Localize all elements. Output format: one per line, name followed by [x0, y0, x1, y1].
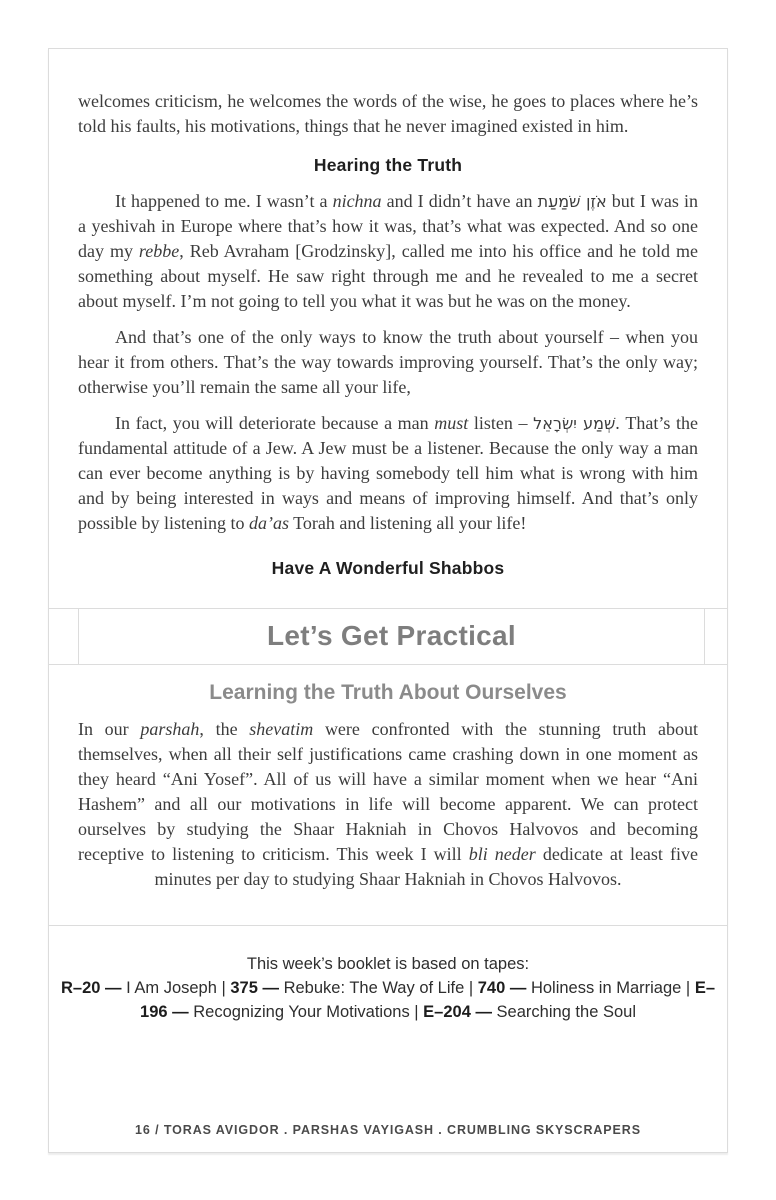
tape-code: E–204 —: [423, 1003, 492, 1021]
tape-title: Rebuke: The Way of Life: [279, 979, 465, 997]
text-run: and I didn’t have an: [381, 191, 538, 211]
text-run: welcomes criticism, he welcomes the words of the wise, he goes to places where he’s told his faults, his motivations, things that he never imagined existed in him.: [78, 91, 698, 136]
band-left-rule: [49, 609, 79, 664]
practical-paragraph: [78, 717, 698, 892]
paragraph-in-fact: [78, 411, 698, 536]
paragraph-continuation: [78, 89, 698, 139]
text-run: Torah and listening all your life!: [289, 513, 527, 533]
hebrew-phrase: שְׁמַע יִשְׂרָאֵל: [533, 414, 616, 433]
tape-title: Searching the Soul: [491, 1003, 636, 1021]
italic-term: bli neder: [468, 844, 536, 864]
tapes-list: R–20 — I Am Joseph | 375 — Rebuke: The Way of Life | 740 — Holiness in Marriage | E–196 — Recognizing Your Motivations | E–204 — Searching the Soul: [60, 979, 715, 1021]
text-run: , Reb Avraham [Grodzinsky], called me into his office and he told me something about myself. He saw right through me and he revealed to me a secret about myself. I’m not going to tell you what it was but he was on the money.: [78, 241, 698, 311]
italic-term: parshah: [140, 719, 200, 739]
text-run: dedicate at least five minutes per day to studying Shaar Hakniah in Chovos Halvovos.: [154, 844, 698, 889]
italic-term: shevatim: [249, 719, 314, 739]
footer-text: 16 / TORAS AVIGDOR . PARSHAS VAYIGASH . CRUMBLING SKYSCRAPERS: [135, 1123, 641, 1137]
tapes-section: [49, 926, 727, 1024]
text-run: , the: [199, 719, 250, 739]
page-frame: [48, 48, 728, 1153]
text-run: were confronted with the stunning truth about themselves, when all their self justifications came crashing down in one moment as they heard “Ani Yosef”. All of us will have a similar moment when we hear “Ani Hashem” and all our motivations in life will become apparent. We can protect ourselves by studying the Shaar Hakniah in Chovos Halvovos and becoming receptive to listening to criticism. This week I will: [78, 719, 698, 864]
practical-subheading: Learning the Truth About Ourselves: [209, 681, 567, 704]
closing-heading-shabbos: Have A Wonderful Shabbos: [271, 558, 505, 578]
section-heading-hearing-the-truth: Hearing the Truth: [313, 155, 463, 175]
tape-code: 740 —: [477, 979, 527, 997]
paragraph-only-ways: [78, 325, 698, 400]
tapes-intro: This week’s booklet is based on tapes:: [246, 955, 530, 973]
lets-get-practical-band: [49, 608, 727, 665]
tape-code: R–20 —: [60, 979, 122, 997]
main-article: [49, 49, 727, 579]
italic-term: da’as: [249, 513, 289, 533]
practical-section: [49, 665, 727, 903]
text-run: In our: [78, 719, 141, 739]
text-run: listen –: [468, 413, 534, 433]
tape-title: I Am Joseph: [121, 979, 217, 997]
practical-section-title: Let’s Get Practical: [267, 620, 516, 651]
band-right-rule: [704, 609, 727, 664]
hebrew-phrase: אֹזֶן שֹׁמַעַת: [537, 192, 607, 211]
italic-term: rebbe: [138, 241, 180, 261]
tape-title: Recognizing Your Motivations: [188, 1003, 410, 1021]
text-run: It happened to me. I wasn’t a: [115, 191, 333, 211]
tape-code: E–196 —: [140, 979, 715, 1021]
text-run: And that’s one of the only ways to know the truth about yourself – when you hear it from others. That’s the way towards improving yourself. That’s the only way; otherwise you’ll remain the same all your life,: [78, 327, 698, 397]
italic-term: must: [434, 413, 469, 433]
italic-term: nichna: [332, 191, 382, 211]
text-run: . That’s the fundamental attitude of a Jew. A Jew must be a listener. Because the only way a man can ever become anything is by having somebody tell him what is wrong with him and by being interested in ways and means of improving himself. And that’s only possible by listening to: [78, 413, 699, 533]
tape-code: 375 —: [230, 979, 279, 997]
text-run: but I was in a yeshivah in Europe where that’s how it was, that’s what was expected. And so one day my: [78, 191, 698, 261]
page-footer: [49, 1123, 727, 1152]
text-run: In fact, you will deteriorate because a man: [115, 413, 435, 433]
paragraph-it-happened: [78, 189, 698, 314]
tape-title: Holiness in Marriage: [526, 979, 682, 997]
